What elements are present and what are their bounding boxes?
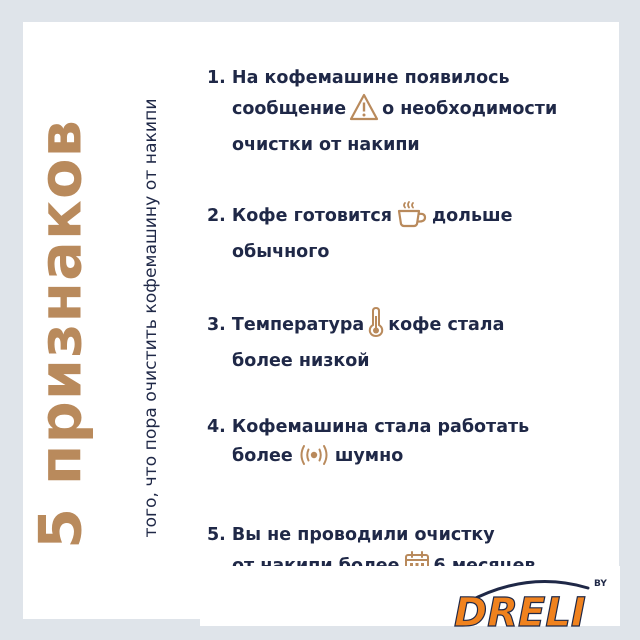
item-number: 5. bbox=[207, 525, 226, 545]
item-number: 3. bbox=[207, 315, 226, 335]
item-text: очистки от накипи bbox=[232, 135, 420, 155]
page-title: 5 признаков bbox=[25, 119, 95, 549]
item-text: более bbox=[232, 446, 293, 466]
warning-icon bbox=[349, 93, 379, 131]
logo-text: DRELI bbox=[454, 590, 586, 634]
item-text: обычного bbox=[232, 242, 330, 262]
item-number: 4. bbox=[207, 417, 226, 437]
item-text: шумно bbox=[334, 446, 404, 466]
list-item bbox=[207, 413, 607, 478]
item-text: сообщение bbox=[232, 99, 347, 119]
list-item bbox=[207, 200, 607, 267]
dreli-logo bbox=[448, 572, 608, 634]
list-item bbox=[207, 64, 607, 160]
item-text: более низкой bbox=[232, 351, 370, 371]
logo-by: BY bbox=[594, 579, 607, 589]
thermometer-icon bbox=[367, 307, 385, 347]
item-text: кофе стала bbox=[388, 315, 505, 335]
item-text: дольше bbox=[432, 206, 513, 226]
noise-icon bbox=[296, 442, 332, 478]
item-text: На кофемашине появилось bbox=[231, 68, 510, 88]
item-number: 1. bbox=[207, 68, 226, 88]
item-text: о необходимости bbox=[382, 99, 558, 119]
coffee-cup-icon bbox=[395, 200, 429, 238]
list-item bbox=[207, 307, 607, 376]
item-number: 2. bbox=[207, 206, 226, 226]
item-text: Кофемашина стала работать bbox=[231, 417, 530, 437]
item-text: Кофе готовится bbox=[231, 206, 392, 226]
item-text: Температура bbox=[231, 315, 365, 335]
page-subtitle: того, что пора очистить кофемашину от накипи bbox=[141, 98, 161, 538]
item-text: Вы не проводили очистку bbox=[231, 525, 495, 545]
